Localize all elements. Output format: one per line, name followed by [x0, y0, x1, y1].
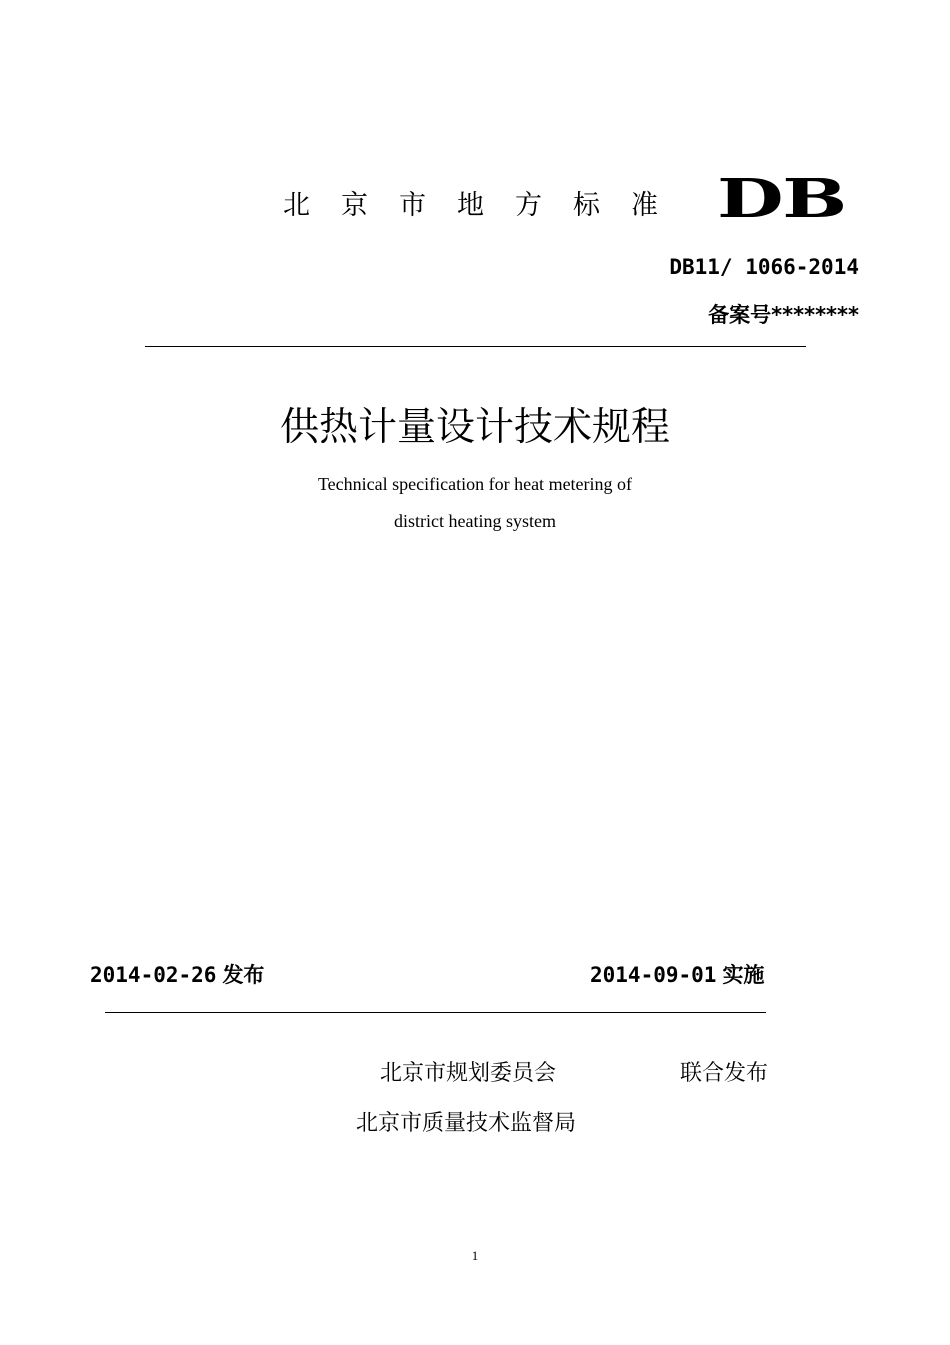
top-divider: [145, 346, 806, 347]
issue-date: 2014-02-26: [90, 963, 217, 987]
bottom-divider: [105, 1012, 766, 1013]
issue-label: 发布: [222, 963, 265, 987]
implementation-date-line: [590, 960, 764, 990]
document-title-english-line-2: district heating system: [394, 511, 556, 531]
db-standard-logo: DB: [717, 168, 846, 230]
implementation-label: 实施: [722, 963, 765, 987]
standard-number: DB11/ 1066-2014: [669, 255, 859, 279]
joint-issue-label: 联合发布: [680, 1061, 769, 1086]
standard-category-label: 北京市地方标准: [283, 190, 689, 221]
record-number: 备案号********: [708, 303, 859, 327]
page-number: 1: [471, 1248, 479, 1263]
document-title-english-line-1: Technical specification for heat metering of: [317, 474, 633, 494]
document-title-chinese: 供热计量设计技术规程: [279, 405, 670, 450]
issuer-quality-bureau: 北京市质量技术监督局: [356, 1111, 577, 1136]
implementation-date: 2014-09-01: [590, 963, 717, 987]
issuer-planning-commission: 北京市规划委员会: [380, 1061, 557, 1086]
issue-date-line: [90, 960, 264, 990]
